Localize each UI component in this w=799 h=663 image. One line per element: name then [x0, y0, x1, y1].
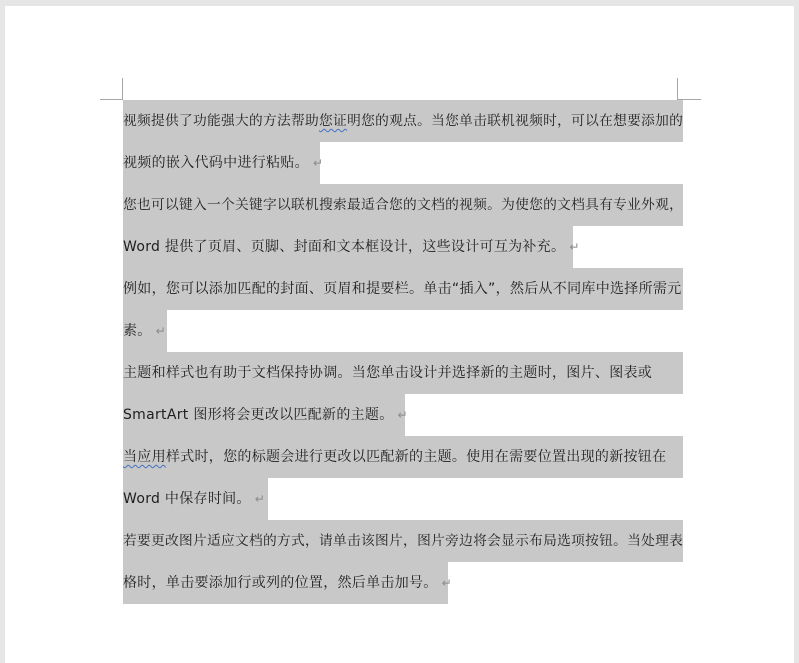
text-line[interactable] — [123, 520, 683, 562]
paragraph-mark-icon: ↵ — [312, 156, 324, 170]
text-segment: 明您的观点。当您单击联机视频时，可以在想要添加的 — [347, 113, 684, 129]
text-segment: Word 提供了页眉、页脚、封面和文本框设计，这些设计可互为补充。 — [123, 239, 566, 255]
text-line-content — [123, 100, 683, 142]
text-line-content — [123, 310, 683, 352]
text-line-content — [123, 226, 683, 268]
text-line-content — [123, 352, 683, 394]
crop-mark-top-right-vertical — [677, 78, 678, 100]
text-segment: 视频的嵌入代码中进行粘贴。 — [123, 155, 309, 171]
text-segment: 主题和样式也有助于文档保持协调。当您单击设计并选择新的主题时，图片、图表或 — [123, 365, 653, 381]
paragraph-mark-icon: ↵ — [155, 324, 166, 338]
paragraph-mark-icon: ↵ — [397, 408, 408, 422]
paragraph-mark-icon: ↵ — [254, 492, 266, 506]
text-line-content — [123, 184, 683, 226]
crop-mark-top-left-vertical — [122, 78, 123, 100]
text-line-content — [123, 142, 683, 184]
text-line[interactable] — [123, 562, 683, 604]
document-body[interactable] — [123, 100, 683, 604]
text-line-content — [123, 436, 683, 478]
text-segment: 您也可以键入一个关键字以联机搜索最适合您的文档的视频。为使您的文档具有专业外观， — [123, 197, 684, 213]
text-line[interactable] — [123, 394, 683, 436]
grammar-check-underline[interactable]: 当应用 — [123, 449, 166, 465]
grammar-check-underline[interactable]: 您证 — [319, 113, 348, 129]
text-line[interactable] — [123, 100, 683, 142]
text-line[interactable] — [123, 310, 683, 352]
text-segment: 例如，您可以添加匹配的封面、页眉和提要栏。单击“插入”，然后从不同库中选择所需元 — [123, 281, 682, 297]
text-segment: 格时，单击要添加行或列的位置，然后单击加号。 — [123, 575, 438, 591]
paragraph-mark-icon: ↵ — [569, 240, 580, 254]
crop-mark-top-left-horizontal — [100, 99, 123, 100]
text-line[interactable] — [123, 268, 683, 310]
text-segment: 若要更改图片适应文档的方式，请单击该图片，图片旁边将会显示布局选项按钮。当处理表 — [123, 533, 684, 549]
text-line[interactable] — [123, 352, 683, 394]
document-page[interactable] — [5, 6, 794, 663]
text-line-content — [123, 562, 683, 604]
text-line-content — [123, 268, 683, 310]
text-line-content — [123, 520, 683, 562]
text-line-content — [123, 394, 683, 436]
text-line[interactable] — [123, 142, 683, 184]
text-segment: 素。 — [123, 323, 152, 339]
text-segment: 样式时，您的标题会进行更改以匹配新的主题。使用在需要位置出现的新按钮在 — [165, 449, 667, 465]
text-segment: SmartArt 图形将会更改以匹配新的主题。 — [123, 407, 394, 423]
text-line[interactable] — [123, 184, 683, 226]
text-line-content — [123, 478, 683, 520]
text-segment: 视频提供了功能强大的方法帮助 — [123, 113, 320, 129]
text-line[interactable] — [123, 436, 683, 478]
text-line[interactable] — [123, 478, 683, 520]
text-segment: Word 中保存时间。 — [123, 491, 251, 507]
paragraph-mark-icon: ↵ — [441, 576, 452, 590]
text-line[interactable] — [123, 226, 683, 268]
